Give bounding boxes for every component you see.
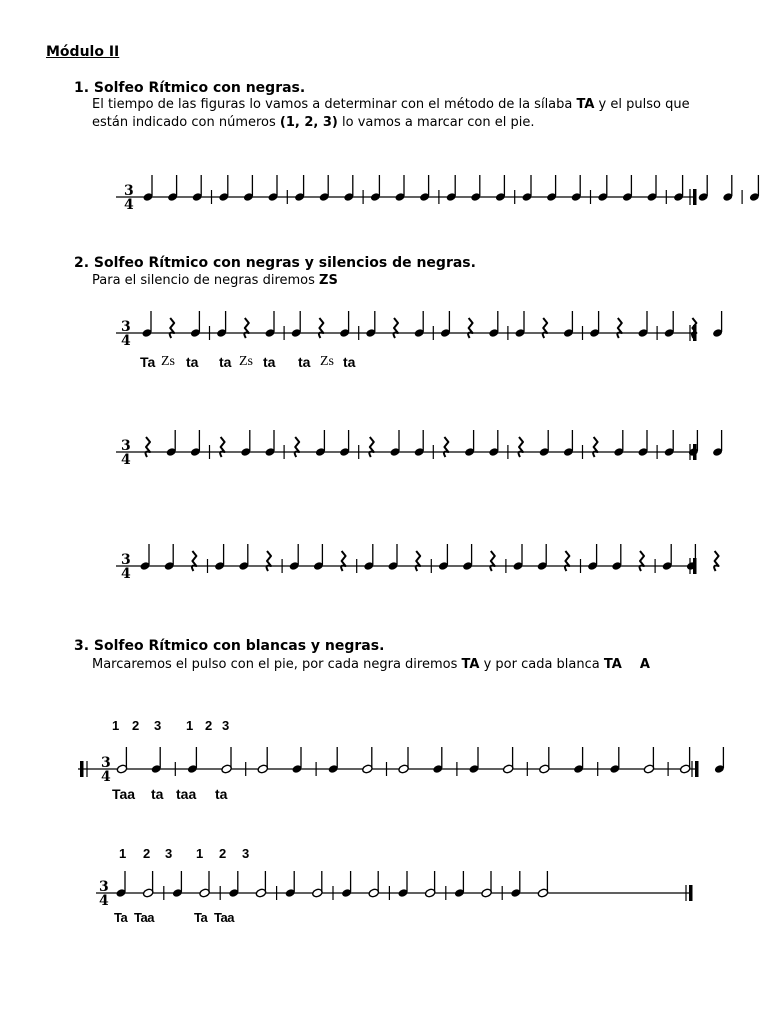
- quarter-note: [495, 175, 506, 202]
- syllable: ta: [263, 354, 276, 370]
- quarter-note: [546, 175, 557, 202]
- quarter-note: [166, 430, 177, 457]
- quarter-rest: [267, 551, 271, 571]
- quarter-note: [637, 311, 648, 338]
- quarter-note: [622, 175, 633, 202]
- quarter-note: [289, 544, 300, 571]
- final-barline-thick: [695, 761, 699, 777]
- quarter-note: [470, 175, 481, 202]
- quarter-note: [115, 871, 126, 898]
- quarter-rest: [192, 551, 196, 571]
- quarter-note: [537, 544, 548, 571]
- quarter-note: [597, 175, 608, 202]
- half-note: [502, 747, 513, 774]
- quarter-rest: [394, 318, 398, 338]
- quarter-note: [589, 311, 600, 338]
- half-note: [199, 871, 210, 898]
- quarter-note: [172, 871, 183, 898]
- syllable: Taa: [214, 910, 234, 925]
- time-signature-bottom: 4: [124, 197, 134, 213]
- final-barline-thick: [693, 325, 697, 341]
- half-note: [539, 747, 550, 774]
- quarter-note: [637, 430, 648, 457]
- section-1-text-line1: El tiempo de las figuras lo vamos a determinar con el método de la sílaba TA y el pulso que: [92, 97, 690, 112]
- half-note: [679, 747, 690, 774]
- count-number: 3: [242, 846, 250, 861]
- syllable: ta: [186, 354, 199, 370]
- syllable: Ta: [114, 910, 128, 925]
- time-signature-bottom: 4: [121, 452, 131, 468]
- time-signature-top: 3: [121, 552, 131, 568]
- quarter-note: [664, 430, 675, 457]
- quarter-rest: [543, 318, 547, 338]
- quarter-rest: [617, 318, 621, 338]
- quarter-rest: [490, 551, 494, 571]
- quarter-rest: [244, 318, 248, 338]
- count-number: 2: [143, 846, 151, 861]
- quarter-rest: [295, 437, 299, 457]
- count-number: 3: [165, 846, 173, 861]
- count-number: 2: [219, 846, 227, 861]
- quarter-note: [613, 430, 624, 457]
- section-2-text-line1: Para el silencio de negras diremos ZS: [92, 273, 338, 288]
- count-number: 1: [196, 846, 204, 861]
- quarter-rest: [341, 551, 345, 571]
- quarter-rest: [519, 437, 523, 457]
- syllable: Zs: [239, 354, 253, 369]
- half-note: [312, 871, 323, 898]
- quarter-note: [539, 430, 550, 457]
- quarter-note: [291, 311, 302, 338]
- syllable: ta: [215, 786, 228, 802]
- quarter-rest: [416, 551, 420, 571]
- quarter-rest: [146, 437, 150, 457]
- quarter-note: [512, 544, 523, 571]
- quarter-note: [187, 747, 198, 774]
- quarter-rest: [468, 318, 472, 338]
- quarter-note: [365, 311, 376, 338]
- quarter-note: [341, 871, 352, 898]
- quarter-note: [313, 544, 324, 571]
- quarter-note: [454, 871, 465, 898]
- quarter-rest: [593, 437, 597, 457]
- quarter-note: [218, 175, 229, 202]
- quarter-note: [319, 175, 330, 202]
- quarter-rest: [319, 318, 323, 338]
- quarter-note: [488, 311, 499, 338]
- quarter-rest: [170, 318, 174, 338]
- time-signature-bottom: 4: [121, 566, 131, 582]
- quarter-note: [164, 544, 175, 571]
- quarter-note: [571, 175, 582, 202]
- half-note: [537, 871, 548, 898]
- quarter-note: [609, 747, 620, 774]
- quarter-note: [238, 544, 249, 571]
- time-signature-top: 3: [101, 755, 111, 771]
- quarter-note: [264, 311, 275, 338]
- half-note: [116, 747, 127, 774]
- quarter-note: [673, 175, 684, 202]
- quarter-note: [468, 747, 479, 774]
- quarter-note: [446, 175, 457, 202]
- quarter-note: [294, 175, 305, 202]
- quarter-note: [611, 544, 622, 571]
- count-number: 1: [119, 846, 127, 861]
- quarter-note: [142, 175, 153, 202]
- half-note: [424, 871, 435, 898]
- half-note: [643, 747, 654, 774]
- syllable: ta: [343, 354, 356, 370]
- quarter-note: [521, 175, 532, 202]
- section-2-heading: 2. Solfeo Rítmico con negras y silencios de negras.: [74, 255, 476, 271]
- count-number: 3: [222, 718, 230, 733]
- time-signature-top: 3: [121, 319, 131, 335]
- time-signature-top: 3: [99, 879, 109, 895]
- quarter-note: [698, 175, 709, 202]
- quarter-note: [315, 430, 326, 457]
- syllable: Ta: [194, 910, 208, 925]
- quarter-note: [167, 175, 178, 202]
- half-note: [142, 871, 153, 898]
- quarter-note: [563, 430, 574, 457]
- syllable: Ta: [140, 354, 156, 370]
- quarter-note: [389, 430, 400, 457]
- quarter-note: [432, 747, 443, 774]
- quarter-note: [414, 430, 425, 457]
- quarter-note: [291, 747, 302, 774]
- quarter-note: [397, 871, 408, 898]
- syllable: Zs: [320, 354, 334, 369]
- time-signature-bottom: 4: [101, 769, 111, 785]
- quarter-rest: [640, 551, 644, 571]
- half-note: [257, 747, 268, 774]
- syllable: Taa: [112, 786, 136, 802]
- quarter-rest: [369, 437, 373, 457]
- time-signature-bottom: 4: [99, 893, 109, 909]
- quarter-note: [712, 430, 723, 457]
- quarter-note: [438, 544, 449, 571]
- quarter-note: [339, 311, 350, 338]
- quarter-note: [664, 311, 675, 338]
- quarter-note: [488, 430, 499, 457]
- quarter-note: [190, 430, 201, 457]
- quarter-rest: [714, 551, 718, 571]
- quarter-note: [662, 544, 673, 571]
- section-3-text-line1: Marcaremos el pulso con el pie, por cada negra diremos TA y por cada blanca TA A: [92, 657, 650, 672]
- quarter-rest: [444, 437, 448, 457]
- quarter-note: [151, 747, 162, 774]
- syllable: Zs: [161, 354, 175, 369]
- quarter-note: [394, 175, 405, 202]
- syllable: Taa: [134, 910, 154, 925]
- quarter-note: [387, 544, 398, 571]
- quarter-note: [141, 311, 152, 338]
- quarter-note: [414, 311, 425, 338]
- quarter-note: [714, 747, 725, 774]
- quarter-note: [514, 311, 525, 338]
- quarter-note: [267, 175, 278, 202]
- half-note: [398, 747, 409, 774]
- final-barline-thick: [689, 885, 693, 901]
- quarter-note: [343, 175, 354, 202]
- quarter-note: [190, 311, 201, 338]
- quarter-note: [722, 175, 733, 202]
- count-number: 2: [132, 718, 140, 733]
- half-note: [221, 747, 232, 774]
- count-number: 1: [186, 718, 194, 733]
- quarter-note: [370, 175, 381, 202]
- quarter-note: [214, 544, 225, 571]
- final-barline-thick: [693, 444, 697, 460]
- section-1-heading: 1. Solfeo Rítmico con negras.: [74, 80, 306, 96]
- half-note: [481, 871, 492, 898]
- quarter-rest: [565, 551, 569, 571]
- time-signature-top: 3: [121, 438, 131, 454]
- half-note: [255, 871, 266, 898]
- module-title: Módulo II: [46, 44, 120, 60]
- quarter-note: [419, 175, 430, 202]
- quarter-note: [339, 430, 350, 457]
- quarter-note: [440, 311, 451, 338]
- quarter-note: [510, 871, 521, 898]
- quarter-note: [563, 311, 574, 338]
- count-number: 1: [112, 718, 120, 733]
- quarter-note: [573, 747, 584, 774]
- quarter-note: [587, 544, 598, 571]
- final-barline-thick: [693, 189, 697, 205]
- syllable: ta: [151, 786, 164, 802]
- start-barline-thick: [80, 761, 84, 777]
- quarter-note: [464, 430, 475, 457]
- time-signature-bottom: 4: [121, 333, 131, 349]
- half-note: [368, 871, 379, 898]
- quarter-note: [139, 544, 150, 571]
- half-note: [362, 747, 373, 774]
- quarter-note: [264, 430, 275, 457]
- syllable: ta: [219, 354, 232, 370]
- quarter-note: [749, 175, 760, 202]
- section-1-text-line2: están indicado con números (1, 2, 3) lo vamos a marcar con el pie.: [92, 115, 535, 130]
- quarter-note: [192, 175, 203, 202]
- quarter-note: [363, 544, 374, 571]
- quarter-note: [240, 430, 251, 457]
- quarter-note: [462, 544, 473, 571]
- quarter-note: [228, 871, 239, 898]
- section-3-heading: 3. Solfeo Rítmico con blancas y negras.: [74, 638, 385, 654]
- count-number: 2: [205, 718, 213, 733]
- syllable: ta: [298, 354, 311, 370]
- quarter-rest: [220, 437, 224, 457]
- syllable: taa: [176, 786, 197, 802]
- quarter-note: [328, 747, 339, 774]
- count-number: 3: [154, 718, 162, 733]
- quarter-note: [243, 175, 254, 202]
- quarter-note: [285, 871, 296, 898]
- quarter-note: [712, 311, 723, 338]
- quarter-note: [216, 311, 227, 338]
- time-signature-top: 3: [124, 183, 134, 199]
- quarter-note: [646, 175, 657, 202]
- final-barline-thick: [693, 558, 697, 574]
